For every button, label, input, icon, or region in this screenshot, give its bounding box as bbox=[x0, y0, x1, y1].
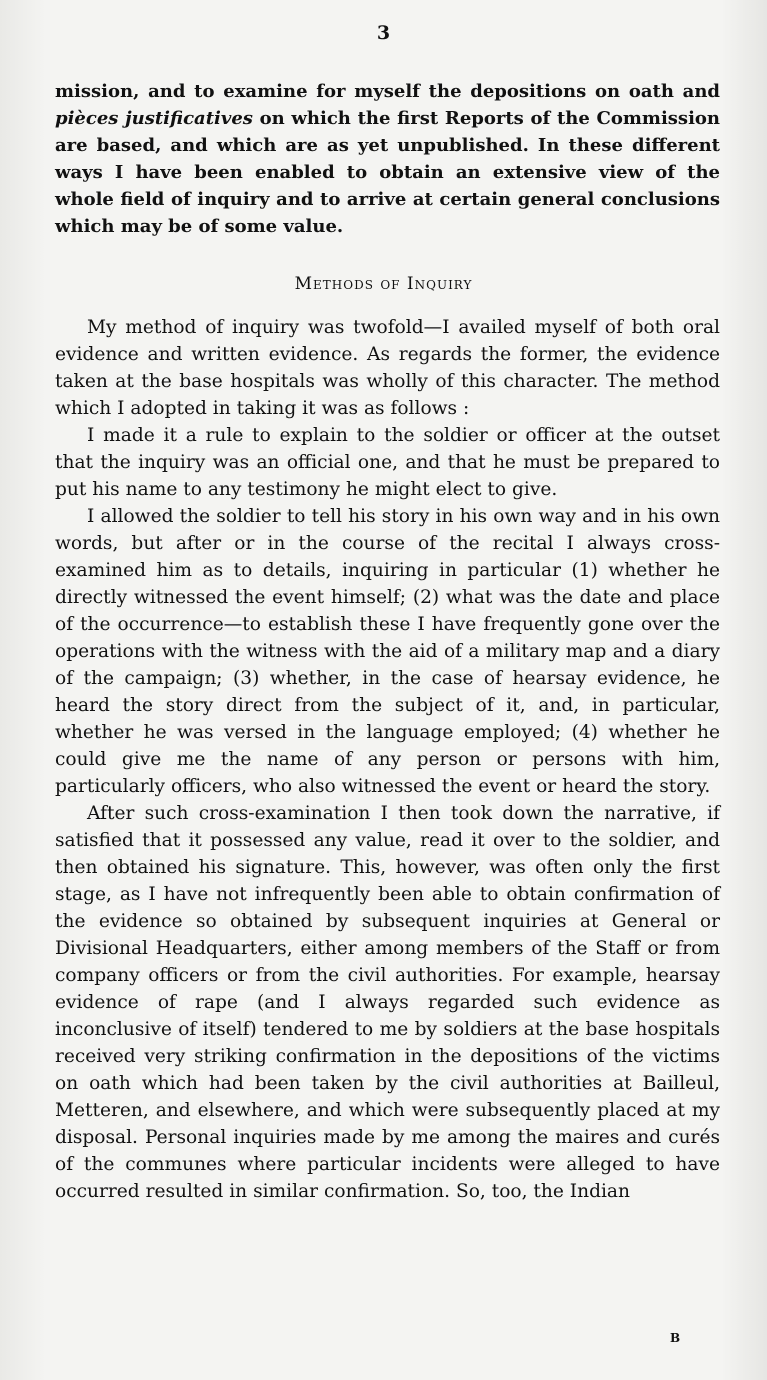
paragraph-narrative: After such cross-examination I then took down the narrative, if satisfied that it possessed any value, read it over to the soldier, and then obtained his signature. This, however, was often only the first stage, as I have not infrequently been able to obtain confirmation of the evidence so obtained by subsequent inquiries at General or Divisional Headquarters, either among members of the Staff or from company officers or from the civil authorities. For example, hearsay evidence of rape (and I always regarded such evidence as inconclusive of itself) tendered to me by soldiers at the base hospitals received very striking confirmation in the depositions of the victims on oath which had been taken by the civil authorities at Bailleul, Metteren, and elsewhere, and which were subsequently placed at my disposal. Personal inquiries made by me among the maires and curés of the communes where particular incidents were alleged to have occurred resulted in similar confirmation. So, too, the Indian bbox=[55, 803, 720, 1202]
paragraph-method: My method of inquiry was twofold—I availed myself of both oral evidence and written evidence. As regards the former, the evidence taken at the base hospitals was wholly of this character. The method which I adopted in taking it was as follows : bbox=[55, 317, 720, 419]
intro-text-before: mission, and to examine for myself the depositions on oath and bbox=[55, 81, 720, 102]
intro-paragraph bbox=[55, 78, 720, 240]
paragraph-cross-examination: I allowed the soldier to tell his story in his own way and in his own words, but after or in the course of the recital I always cross-examined him as to details, inquiring in particular (1) whether he directly witnessed the event himself; (2) what was the date and place of the occurrence—to establish these I have frequently gone over the operations with the witness with the aid of a military map and a diary of the campaign; (3) whether, in the case of hearsay evidence, he heard the story direct from the subject of it, and, in particular, whether he was versed in the language employed; (4) whether he could give me the name of any person or persons with him, particularly officers, who also witnessed the event or heard the story. bbox=[55, 506, 720, 797]
section-heading: Methods of Inquiry bbox=[294, 274, 473, 294]
intro-text bbox=[55, 78, 720, 240]
intro-text-after: on which the first Reports of the Commission are based, and which are as yet unpublished. In these different ways I have been enabled to obtain an extensive view of the whole field of inquiry and to arrive at certain general conclusions which may be of some value. bbox=[55, 108, 720, 237]
signature-mark: B bbox=[670, 1331, 681, 1345]
paragraph-rule: I made it a rule to explain to the soldier or officer at the outset that the inquiry was an official one, and that he must be prepared to put his name to any testimony he might elect to give. bbox=[55, 425, 720, 500]
body-text bbox=[55, 314, 720, 1205]
intro-italic-phrase: pièces justificatives bbox=[55, 108, 253, 129]
page-number: 3 bbox=[376, 22, 391, 44]
